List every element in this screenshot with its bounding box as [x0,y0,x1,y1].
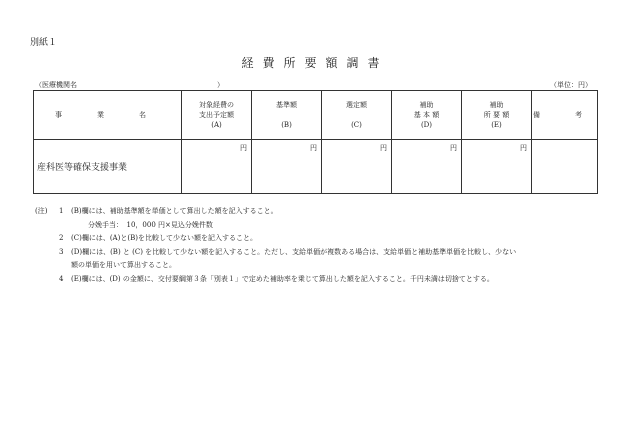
unit-label: （単位：円） [550,81,592,89]
amount-cell-b: 円 [252,140,322,194]
table-row [34,140,598,194]
amount-cell-d: 円 [392,140,462,194]
amount-cell-e: 円 [462,140,532,194]
table-header-row [34,91,598,140]
header-subsidy-required: 補助 所 要 額 (E) [462,91,532,140]
institution-label: （医療機関名 [35,81,77,89]
header-planned-expense: 対象経費の 支出予定額 (A) [182,91,252,140]
amount-cell-c: 円 [322,140,392,194]
notes-prefix: (注) [35,207,48,215]
document-page: 別紙１ 経費所要額調書 （医療機関名 ） （単位：円） 事 業 名 対象経費の 支出予定額 (A) 基準額 (B) 選定額 (C) 補助 基 本 額 (D) 補助 所 要 額 (E) 備 考 産科医等確保支援事業 円 円 円 円 円 (注) 1 (B)欄には、補助基準額を単価として算出した額を記入すること。 分娩手当： 10，000 円×見込分娩件数 2 (C)欄には、(A)と(B)を比較して少ない額を記入すること。 3 (D)欄には、(B) と (C) を比較して少ない額を記入すること。ただし、支給単価が複数ある場合は、支給単価と補助基準単価を比較し、少ない 額の単価を用いて算出すること。 4 (E)欄には、(D) の金額に、交付要綱第３条「別表１」で定めた補助率を乗じて算出した額を記入すること。千円未満は切捨てとする。 [0,0,630,440]
header-standard-amount: 基準額 (B) [252,91,322,140]
institution-close: ） [217,81,224,89]
amount-cell-a: 円 [182,140,252,194]
attachment-label: 別紙１ [30,38,58,48]
project-name-cell: 産科医等確保支援事業 [34,140,182,194]
header-remarks: 備 考 [532,91,598,140]
header-selected-amount: 選定額 (C) [322,91,392,140]
header-project-name: 事 業 名 [34,91,182,140]
document-title: 経費所要額調書 [241,56,389,70]
expense-table [33,90,598,194]
remarks-cell [532,140,598,194]
header-subsidy-base: 補助 基 本 額 (D) [392,91,462,140]
